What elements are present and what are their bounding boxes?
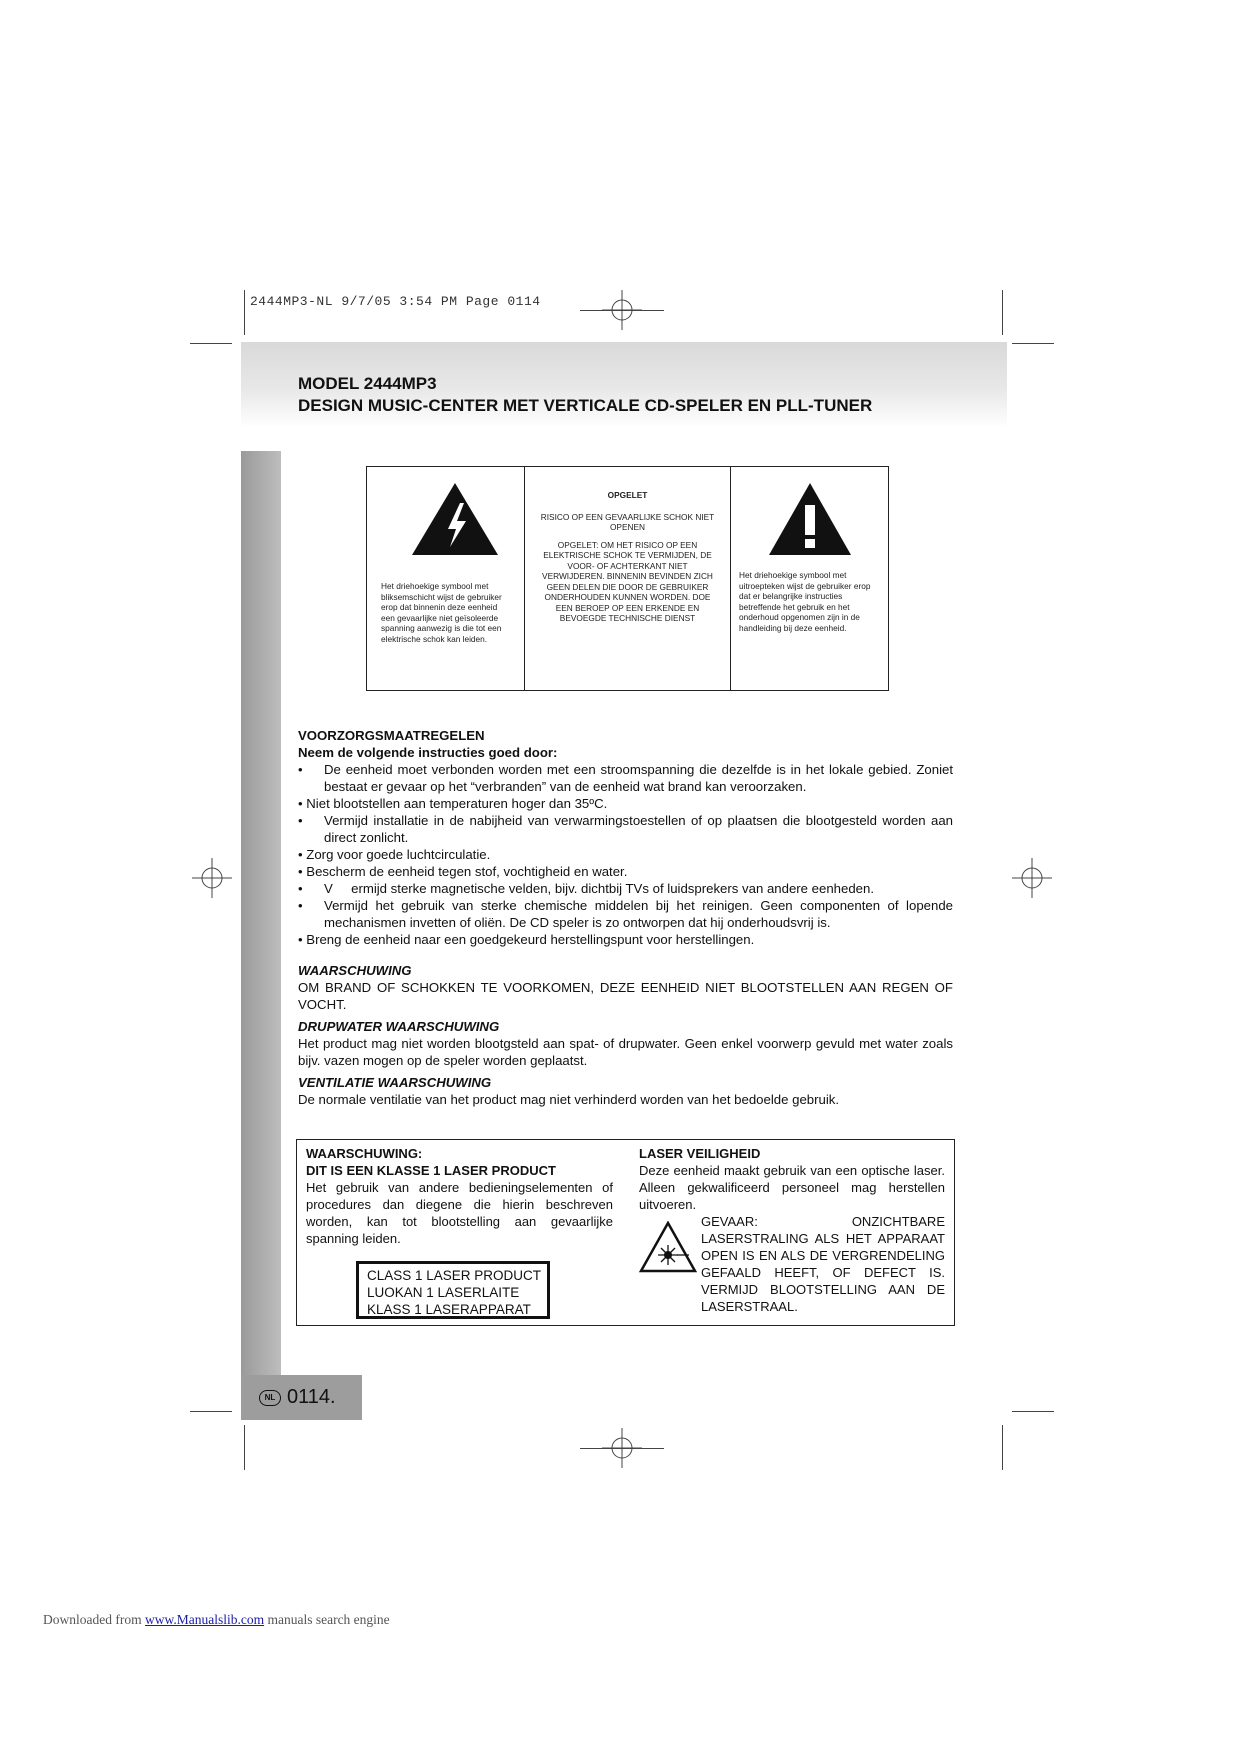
manualslib-link[interactable]: www.Manualslib.com — [144, 1612, 265, 1627]
laser-class-label — [356, 1261, 550, 1319]
drip-warning-text: Het product mag niet worden blootgsteld aan spat- of drupwater. Geen enkel voorwerp gevuld met water zoals bijv. vazen mogen op de speler worden geplaatst. — [298, 1036, 953, 1068]
ventilation-warning-text: De normale ventilatie van het product mag niet verhinderd worden van het bedoelde gebruik. — [298, 1092, 840, 1107]
laser-class-title: DIT IS EEN KLASSE 1 LASER PRODUCT — [306, 1163, 556, 1178]
list-item: • Niet blootstellen aan temperaturen hoger dan 35ºC. — [298, 796, 608, 811]
model-title: MODEL 2444MP3 — [298, 374, 437, 393]
warning-panel-right — [730, 467, 888, 690]
warnings-section — [298, 962, 953, 1108]
warning-text: OM BRAND OF SCHOKKEN TE VOORKOMEN, DEZE EENHEID NIET BLOOTSTELLEN AAN REGEN OF VOCHT. — [298, 980, 953, 1012]
laser-warning-title: WAARSCHUWING: — [306, 1146, 423, 1161]
footer-suffix: manuals search engine — [264, 1612, 390, 1627]
list-item: • Bescherm de eenheid tegen stof, vochtigheid en water. — [298, 864, 628, 879]
crop-mark — [244, 1425, 245, 1470]
page-number: 0114. — [287, 1386, 336, 1408]
registration-mark-icon — [192, 858, 232, 898]
precautions-heading: VOORZORGSMAATREGELEN — [298, 728, 485, 743]
class-label-line: LUOKAN 1 LASERLAITE — [367, 1285, 520, 1300]
page-title — [298, 373, 872, 417]
list-item: • V ermijd sterke magnetische velden, bijv. dichtbij TVs of luidsprekers van andere eenheden. — [298, 881, 875, 896]
exclamation-warning-icon — [767, 481, 853, 557]
warning-title: WAARSCHUWING — [298, 963, 412, 978]
language-badge: NL — [259, 1390, 281, 1406]
crop-mark — [580, 310, 664, 311]
laser-safety-title: LASER VEILIGHEID — [639, 1146, 761, 1161]
laser-safety-box — [296, 1139, 955, 1326]
laser-warning-text: Het gebruik van andere bedieningselementen of procedures dan diegene die hierin beschreven worden, kan tot blootstelling aan gevaarlijke spanning leiden. — [306, 1180, 613, 1246]
safety-warning-panel — [366, 466, 889, 691]
crop-mark — [1002, 1425, 1003, 1470]
shock-symbol-caption: Het driehoekige symbool met bliksemschicht wijst de gebruiker erop dat binnenin deze eenheid een gevaarlijke niet geïsoleerde spanning aanwezig is die tot een elektrische schok kan leiden. — [381, 581, 502, 644]
ventilation-warning-title: VENTILATIE WAARSCHUWING — [298, 1075, 492, 1090]
class-label-line: KLASS 1 LASERAPPARAT — [367, 1302, 531, 1317]
electric-shock-warning-icon — [410, 481, 500, 557]
page-tab — [241, 1375, 362, 1420]
warning-panel-left — [367, 467, 524, 690]
list-item: • Breng de eenheid naar een goedgekeurd herstellingspunt voor herstellingen. — [298, 932, 755, 947]
side-bar — [241, 451, 281, 1375]
exclamation-symbol-caption: Het driehoekige symbool met uitroepteken wijst de gebruiker erop dat er belangrijke instructies betreffende het gebruik en het onderhoud opgenomen zijn in de handleiding bij deze eenheid. — [739, 570, 871, 633]
crop-mark — [580, 1448, 664, 1449]
crop-mark — [190, 1411, 232, 1412]
crop-mark — [190, 343, 232, 344]
caution-body: OPGELET: OM HET RISICO OP EEN ELEKTRISCHE SCHOK TE VERMIJDEN, DE VOOR- OF ACHTERKANT NIET VERWIJDEREN. BINNENIN BEVINDEN ZICH GEEN DELEN DIE DOOR DE GEBRUIKER ONDERHOUDEN KUNNEN WORDEN. DOE EEN BEROEP OP EEN ERKENDE EN BEVOEGDE TECHNISCHE DIENST — [542, 539, 713, 623]
print-slug: 2444MP3-NL 9/7/05 3:54 PM Page 0114 — [250, 294, 541, 309]
crop-mark — [1012, 1411, 1054, 1412]
class-label-line: CLASS 1 LASER PRODUCT — [367, 1268, 542, 1283]
list-item: • Zorg voor goede luchtcirculatie. — [298, 847, 491, 862]
warning-panel-center — [524, 467, 730, 690]
caution-line: RISICO OP EEN GEVAARLIJKE SCHOK NIET OPENEN — [540, 511, 715, 532]
footer-prefix: Downloaded from — [43, 1612, 145, 1627]
download-footer — [43, 1612, 390, 1628]
registration-mark-icon — [1012, 858, 1052, 898]
laser-safety-text: Deze eenheid maakt gebruik van een optische laser. Alleen gekwalificeerd personeel mag herstellen uitvoeren. — [639, 1163, 945, 1212]
list-item: • Vermijd het gebruik van sterke chemische middelen bij het reinigen. Geen componenten of lopende mechanismen invetten of oliën. De CD speler is zo ontworpen dat hij onderhoudsvrij is. — [298, 898, 953, 930]
drip-warning-title: DRUPWATER WAARSCHUWING — [298, 1019, 500, 1034]
laser-safety-column — [639, 1145, 945, 1315]
laser-danger-text: GEVAAR: ONZICHTBARE LASERSTRALING ALS HET APPARAAT OPEN IS EN ALS DE VERGRENDELING GEFAALD HEEFT, OF DEFECT IS. VERMIJD BLOOTSTELLING AAN DE LASERSTRAAL. — [701, 1214, 945, 1314]
list-item: • Vermijd installatie in de nabijheid van verwarmingstoestellen of op plaatsen die blootgesteld worden aan direct zonlicht. — [298, 813, 953, 845]
crop-mark — [244, 290, 245, 335]
list-item: • De eenheid moet verbonden worden met een stroomspanning die dezelfde is in het lokale gebied. Zoniet bestaat er gevaar op het “verbranden” van de eenheid wat brand kan veroorzaken. — [298, 762, 953, 794]
precautions-subheading: Neem de volgende instructies goed door: — [298, 745, 558, 760]
laser-warning-column — [306, 1145, 613, 1317]
laser-hazard-icon — [639, 1221, 697, 1273]
crop-mark — [1012, 343, 1054, 344]
caution-title: OPGELET — [607, 490, 648, 500]
product-subtitle: DESIGN MUSIC-CENTER MET VERTICALE CD-SPELER EN PLL-TUNER — [298, 396, 873, 415]
crop-mark — [1002, 290, 1003, 335]
precautions-section — [298, 727, 953, 948]
